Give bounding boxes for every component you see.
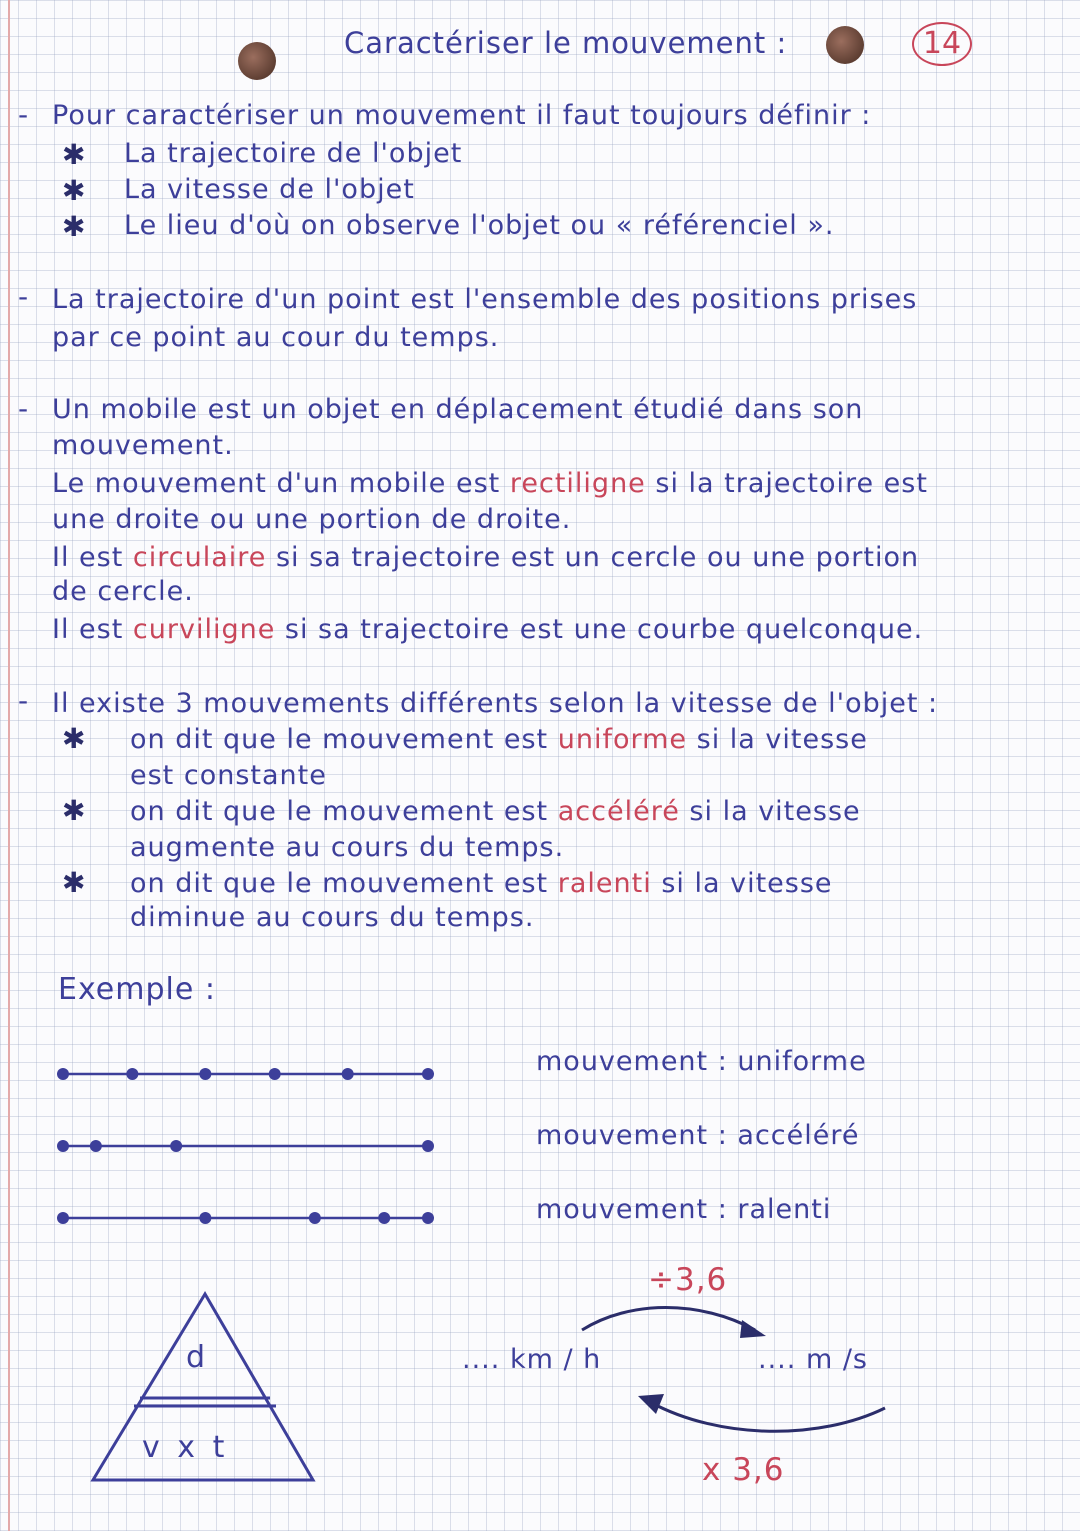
unit-right-label: m /s <box>805 1344 868 1375</box>
section2-line1: La trajectoire d'un point est l'ensemble des positions prises <box>52 284 918 315</box>
section1-item: Le lieu d'où on observe l'objet ou « référenciel ». <box>124 210 835 241</box>
uniforme-text-b: si la vitesse <box>696 724 868 755</box>
arrow-ms-to-km <box>650 1402 885 1431</box>
position-dot <box>422 1212 434 1224</box>
curviligne-text-a: Il est <box>52 614 124 645</box>
circulaire-term: circulaire <box>132 542 267 573</box>
star-icon: ✱ <box>62 174 86 207</box>
multiply-factor: x 3,6 <box>702 1452 785 1488</box>
page-title: Caractériser le mouvement : <box>344 26 788 60</box>
star-icon: ✱ <box>62 794 86 827</box>
position-dot <box>422 1068 434 1080</box>
accelere-term: accéléré <box>557 796 680 827</box>
unit-left <box>462 1344 601 1375</box>
rectiligne-line2: une droite ou une portion de droite. <box>52 504 572 535</box>
star-icon: ✱ <box>62 866 86 899</box>
divide-factor: ÷3,6 <box>648 1262 728 1298</box>
position-dot <box>199 1212 211 1224</box>
accelere-text-b: si la vitesse <box>689 796 861 827</box>
ralenti-line2: diminue au cours du temps. <box>130 902 535 933</box>
page-number: 14 <box>912 22 972 66</box>
arrow-km-to-ms <box>582 1308 755 1331</box>
example-heading: Exemple : <box>58 972 216 1007</box>
position-dot <box>422 1140 434 1152</box>
row-label-ralenti: mouvement : ralenti <box>536 1194 832 1225</box>
row-label-accelere: mouvement : accéléré <box>536 1120 860 1151</box>
rectiligne-text-b: si la trajectoire est <box>655 468 928 499</box>
circulaire-text-a: Il est <box>52 542 124 573</box>
rectiligne-term: rectiligne <box>509 468 646 499</box>
rectiligne-text-a: Le mouvement d'un mobile est <box>52 468 501 499</box>
arrow-head-right <box>740 1320 766 1338</box>
circulaire-text-b: si sa trajectoire est un cercle ou une portion <box>275 542 920 573</box>
curviligne-term: curviligne <box>132 614 276 645</box>
unit-right-dots: .... <box>758 1344 797 1375</box>
ralenti-term: ralenti <box>557 868 652 899</box>
unit-left-label: km / h <box>509 1344 602 1375</box>
section3-line1: Un mobile est un objet en déplacement étudié dans son <box>52 394 864 425</box>
arrow-head-left <box>638 1394 664 1414</box>
section2-line2: par ce point au cour du temps. <box>52 322 500 353</box>
star-icon: ✱ <box>62 138 86 171</box>
section3-line2: mouvement. <box>52 430 234 461</box>
unit-right <box>758 1344 868 1375</box>
bullet-dash: - <box>18 684 29 717</box>
star-icon: ✱ <box>62 722 86 755</box>
section1-item: La vitesse de l'objet <box>124 174 415 205</box>
unit-left-dots: .... <box>462 1344 501 1375</box>
position-dot <box>199 1068 211 1080</box>
section1-item: La trajectoire de l'objet <box>124 138 463 169</box>
position-dot <box>342 1068 354 1080</box>
position-dot <box>170 1140 182 1152</box>
dot-rows <box>57 1068 434 1224</box>
position-dot <box>57 1068 69 1080</box>
position-dot <box>378 1212 390 1224</box>
uniforme-line2: est constante <box>130 760 327 791</box>
formula-bottom: v x t <box>142 1430 229 1465</box>
accelere-text-a: on dit que le mouvement est <box>130 796 549 827</box>
ralenti-text-b: si la vitesse <box>661 868 833 899</box>
curviligne-text-b: si sa trajectoire est une courbe quelconque. <box>284 614 924 645</box>
section1-intro: Pour caractériser un mouvement il faut toujours définir : <box>52 100 872 131</box>
bullet-dash: - <box>18 98 29 131</box>
position-dot <box>126 1068 138 1080</box>
bullet-dash: - <box>18 280 29 313</box>
uniforme-term: uniforme <box>557 724 688 755</box>
position-dot <box>309 1212 321 1224</box>
circulaire-line2: de cercle. <box>52 576 194 607</box>
bullet-dash: - <box>18 392 29 425</box>
formula-top: d <box>186 1340 207 1375</box>
position-dot <box>90 1140 102 1152</box>
accelere-line2: augmente au cours du temps. <box>130 832 565 863</box>
star-icon: ✱ <box>62 210 86 243</box>
uniforme-text-a: on dit que le mouvement est <box>130 724 549 755</box>
section4-intro: Il existe 3 mouvements différents selon la vitesse de l'objet : <box>52 688 939 719</box>
position-dot <box>57 1140 69 1152</box>
position-dot <box>57 1212 69 1224</box>
ralenti-text-a: on dit que le mouvement est <box>130 868 549 899</box>
row-label-uniforme: mouvement : uniforme <box>536 1046 867 1077</box>
position-dot <box>269 1068 281 1080</box>
